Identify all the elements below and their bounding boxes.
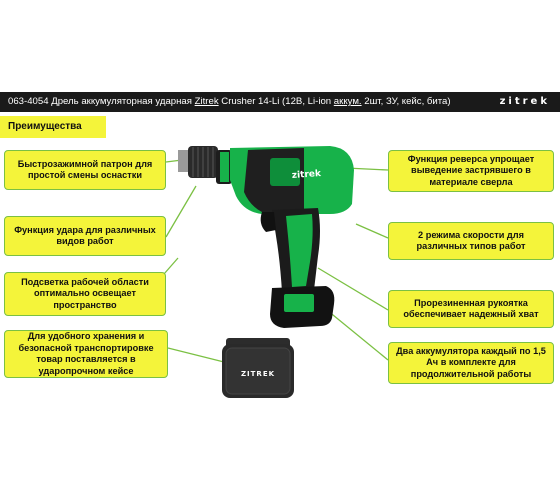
advantages-heading: Преимущества: [0, 116, 106, 138]
title-prefix: 063-4054 Дрель аккумуляторная ударная: [8, 96, 195, 107]
drill-trigger: [261, 212, 276, 232]
callout-carry-case: Для удобного хранения и безопасной транспортировке товар поставляется в ударопрочном кейсе: [4, 330, 168, 378]
callout-impact-function: Функция удара для различных видов работ: [4, 216, 166, 256]
case-brand-text: ZITREK: [240, 370, 276, 378]
callout-work-light: Подсветка рабочей области оптимально освещает пространство: [4, 272, 166, 316]
brand-link[interactable]: Zitrek: [194, 96, 219, 107]
callout-reverse-function: Функция реверса упрощает выведение застрявшего в материале сверла: [388, 150, 554, 192]
callout-two-speeds: 2 режима скорости для различных типов работ: [388, 222, 554, 260]
battery-link[interactable]: аккум.: [333, 96, 362, 107]
drill-image: [178, 146, 354, 328]
callout-quick-chuck: Быстрозажимной патрон для простой смены оснастки: [4, 150, 166, 190]
title-mid: Crusher 14-Li (12В, Li-ion: [218, 96, 334, 107]
callout-two-batteries: Два аккумулятора каждый по 1,5 Ач в комплекте для продолжительной работы: [388, 342, 554, 384]
callout-rubber-grip: Прорезиненная рукоятка обеспечивает надежный хват: [388, 290, 554, 328]
carry-case-image: [222, 338, 294, 398]
brand-logo: zitrek: [499, 96, 550, 107]
drill-brand-text: zitrek: [291, 168, 322, 181]
title-suffix: 2шт, ЗУ, кейс, бита): [361, 96, 451, 107]
